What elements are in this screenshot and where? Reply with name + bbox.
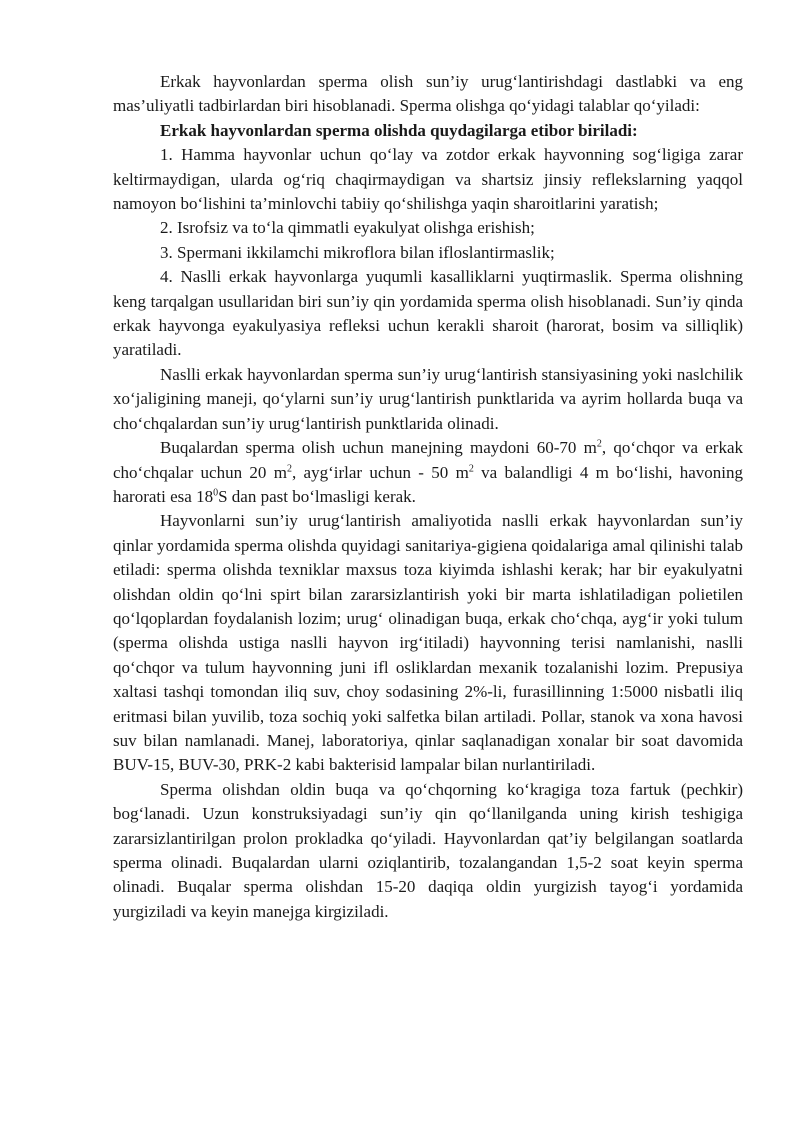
superscript-2: 2: [468, 462, 474, 474]
paragraph-stations: Naslli erkak hayvonlardan sperma sun’iy urug‘lantirish stansiyasining yoki naslchilik xo‘jaligining maneji, qo‘ylarni sun’iy urug‘lantirish punktlarida va ayrim hollarda buqa va cho‘chqalardan sun’iy urug‘lantirish punktlarida olinadi.: [113, 364, 743, 433]
manege-text-4: va balandligi 4 m bo‘lishi, havoning harorati esa 18: [113, 462, 744, 506]
superscript-degree: 0: [213, 487, 219, 499]
paragraph-intro: Erkak hayvonlardan sperma olish sun’iy urug‘lantirishdagi dastlabki va eng mas’uliyatli tadbirlardan biri hisoblanadi. Sperma olishga qo‘yidagi talablar qo‘yiladi:: [113, 72, 743, 116]
section-heading: Erkak hayvonlardan sperma olishda quydagilarga etibor biriladi:: [160, 120, 638, 140]
superscript-2: 2: [286, 462, 292, 474]
manege-text-2: , qo‘chqor va erkak cho‘chqalar uchun 20 m: [113, 438, 743, 482]
manege-text-1: Buqalardan sperma olish uchun manejning maydoni 60-70 m: [160, 438, 597, 458]
list-item-2: 2. Isrofsiz va to‘la qimmatli eyakulyat olishga erishish;: [160, 218, 535, 238]
paragraph-sanitary-rules: Hayvonlarni sun’iy urug‘lantirish amaliyotida naslli erkak hayvonlardan sun’iy qinlar yordamida sperma olishda quyidagi sanitariya-gigiena qoidalariga amal qilinishi talab etiladi: sperma olishda texniklar maxsus toza kiyimda ishlashi kerak; har bir eyakulyatni olishdan oldin qo‘lni spirt bilan zararsizlantirish yoki bir marta ishlatiladigan polietilen qo‘lqoplardan foydalanish lozim; urug‘ olinadigan buqa, erkak cho‘chqa, ayg‘ir yoki tulum (sperma olishda ustiga naslli hayvon irg‘itiladi) hayvonning terisi namlanishi, naslli qo‘chqor va tulum hayvonning juni ifl osliklardan mexanik tozalanishi lozim. Prepusiya xaltasi tashqi tomondan iliq suv, choy sodasining 2%-li, furasillinning 1:5000 nisbatli iliq eritmasi bilan yuvilib, toza sochiq yoki salfetka bilan artiladi. Pollar, stanok va xona havosi suv bilan namlanadi. Manej, laboratoriya, qinlar saqlanadigan xonalar bir soat davomida BUV-15, BUV-30, PRK-2 kabi bakterisid lampalar bilan nurlantiriladi.: [113, 511, 743, 775]
paragraph-preparation: Sperma olishdan oldin buqa va qo‘chqorning ko‘kragiga toza fartuk (pechkir) bog‘lanadi. Uzun konstruksiyadagi sun’iy qin qo‘llanilganda uning kirish teshigiga zararsizlantirilgan prolon prokladka qo‘yiladi. Hayvonlardan qat’iy belgilangan soatlarda sperma olinadi. Buqalardan ularni oziqlantirib, tozalangandan 1,5-2 soat keyin sperma olinadi. Buqalar sperma olishdan 15-20 daqiqa oldin yurgizish tayog‘i yordamida yurgiziladi va keyin manejga kirgiziladi.: [113, 779, 743, 921]
manege-text-3: , ayg‘irlar uchun - 50 m: [291, 462, 469, 482]
list-item-1: 1. Hamma hayvonlar uchun qo‘lay va zotdor erkak hayvonning sog‘ligiga zarar keltirmaydigan, ularda og‘riq chaqirmaydigan va shartsiz jinsiy reflekslarning yaqqol namoyon bo‘lishini ta’minlovchi tabiiy qo‘shilishga yaqin sharoitlarini yaratish;: [113, 145, 743, 214]
list-item-4: 4. Naslli erkak hayvonlarga yuqumli kasalliklarni yuqtirmaslik. Sperma olishning keng tarqalgan usullaridan biri sun’iy qin yordamida sperma olish hisoblanadi. Sun’iy qinda erkak hayvonga eyakulyasiya refleksi uchun kerakli sharoit (harorat, bosim va silliqlik) yaratiladi.: [113, 267, 743, 360]
superscript-2: 2: [596, 438, 602, 450]
manege-text-5: S dan past bo‘lmasligi kerak.: [218, 486, 416, 506]
paragraph-manege-size: [113, 436, 743, 509]
document-page: [113, 70, 743, 924]
list-item-3: 3. Spermani ikkilamchi mikroflora bilan ifloslantirmaslik;: [160, 242, 555, 262]
